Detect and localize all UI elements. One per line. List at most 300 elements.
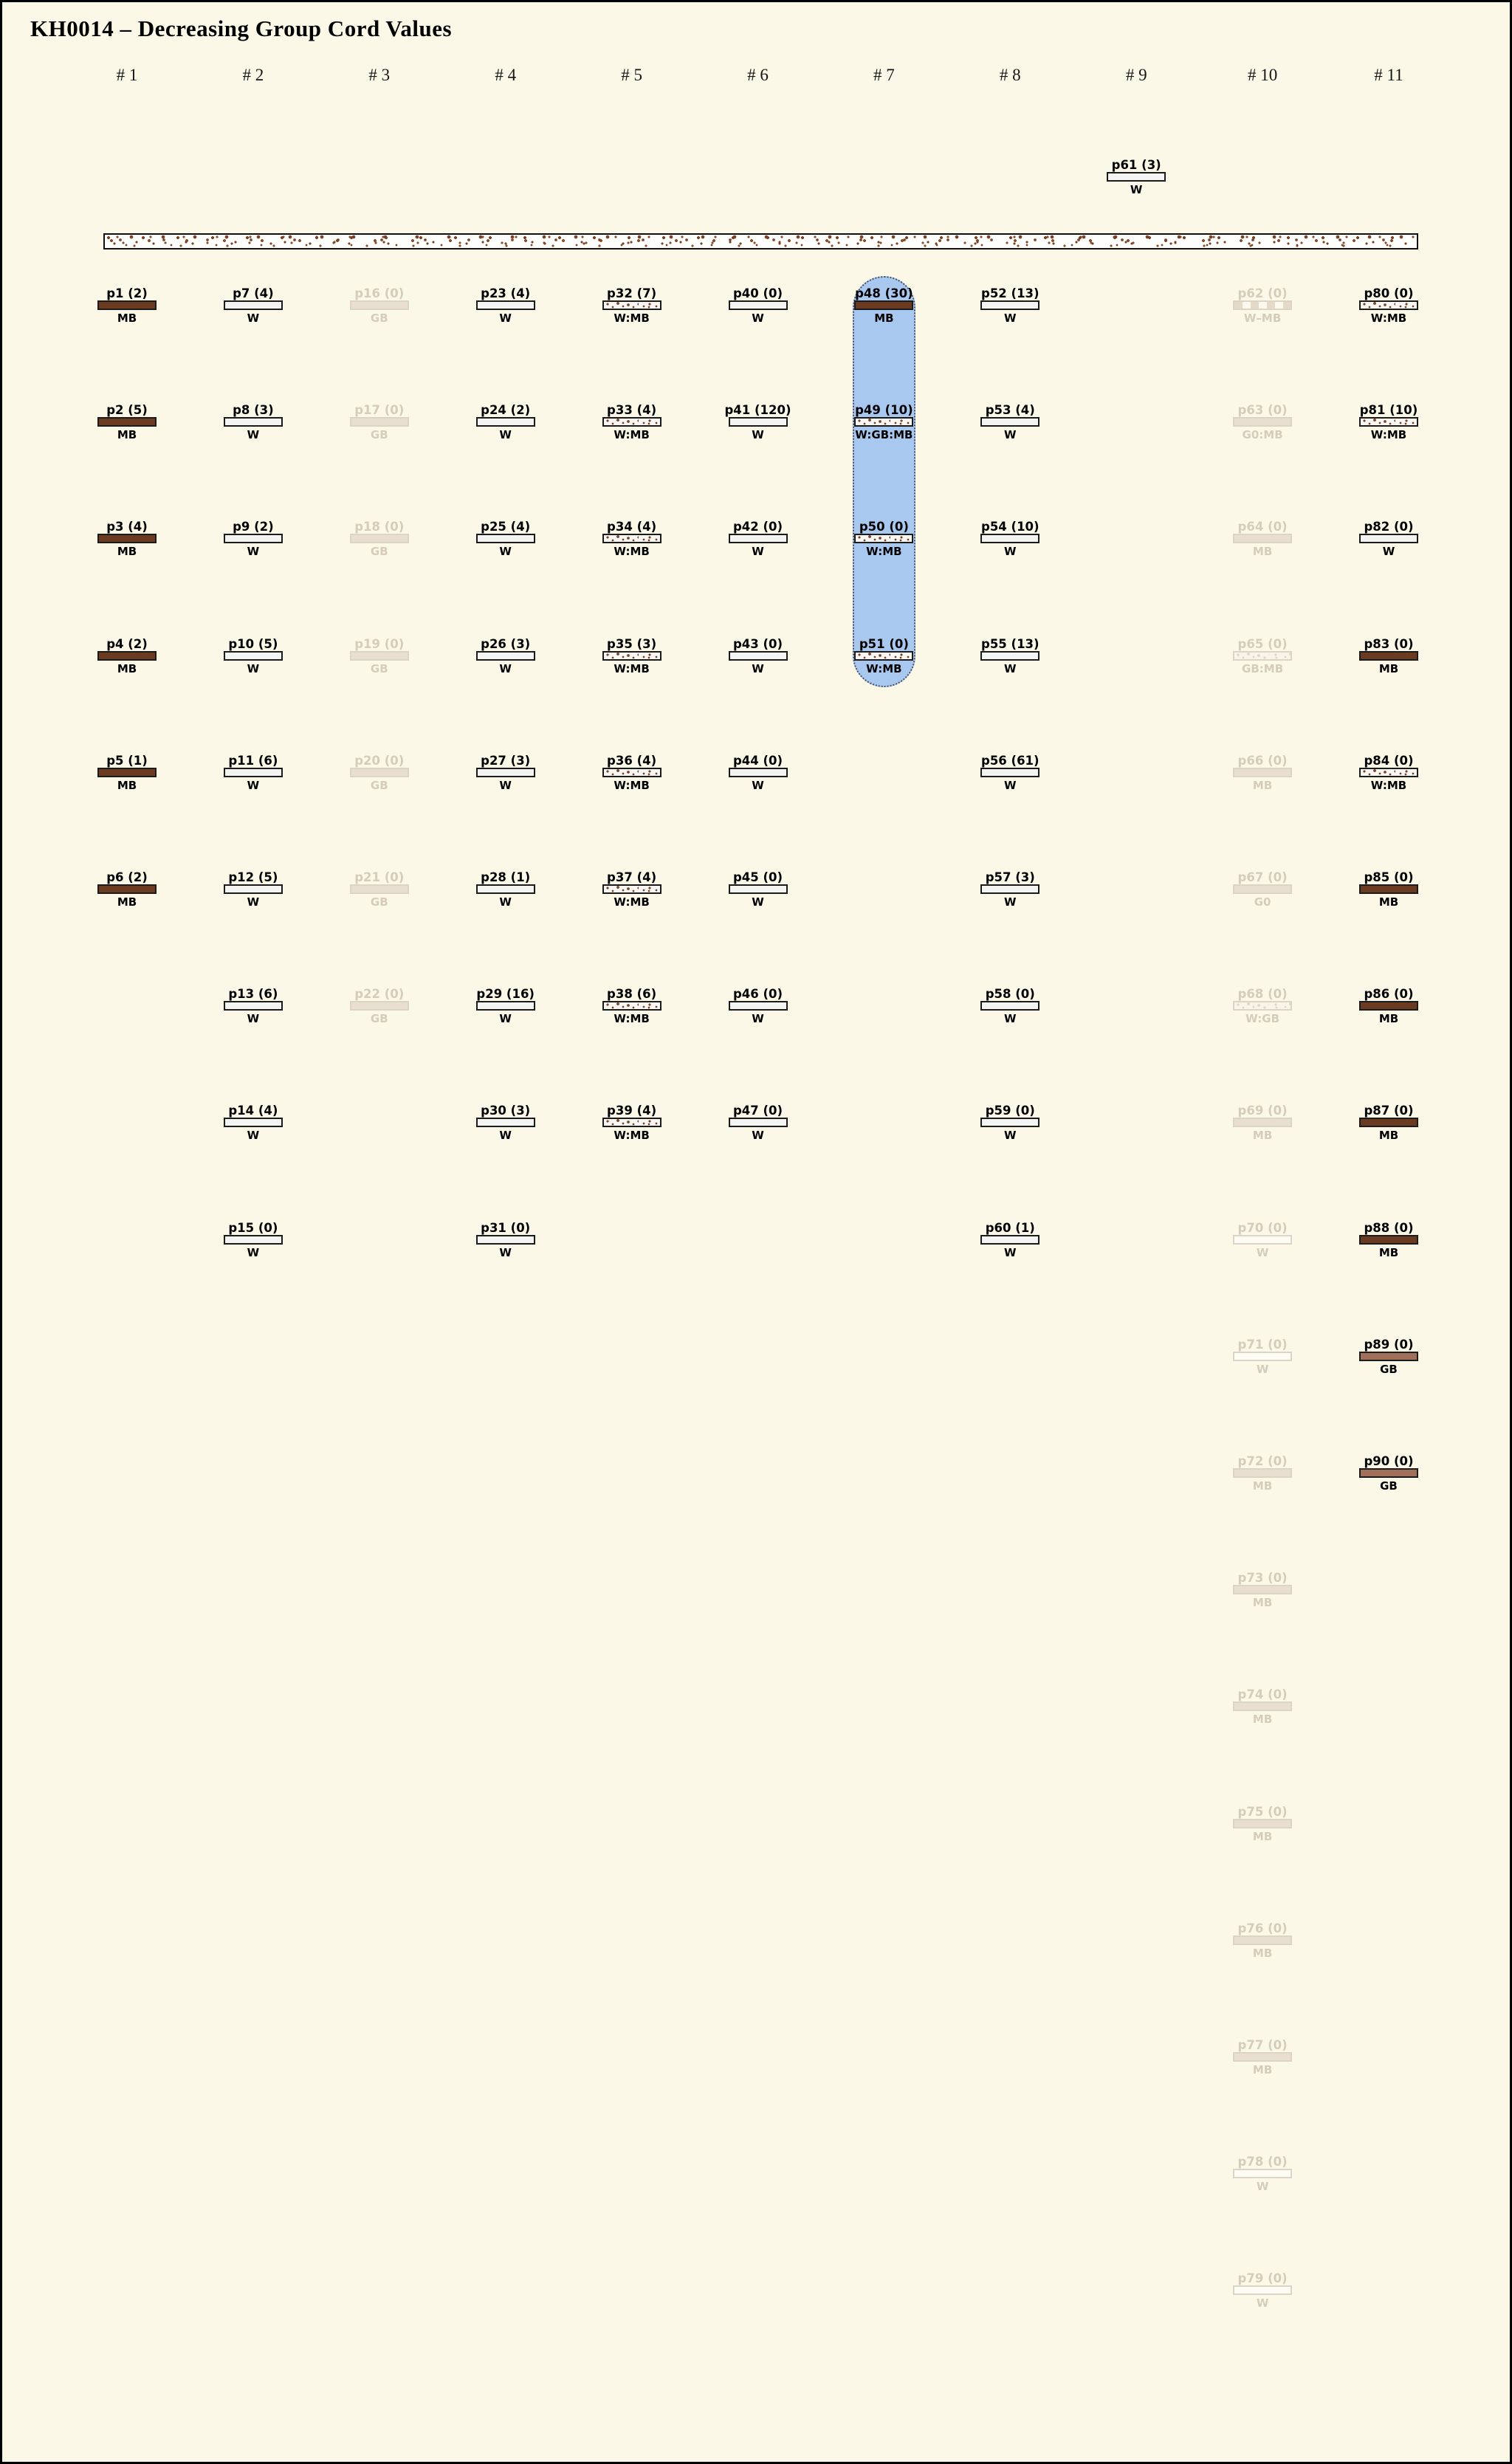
cell-p39[interactable] [580,1104,684,1141]
p89-code: GB [1380,1362,1398,1376]
p67-code: G0 [1254,895,1271,909]
p77-bar[interactable] [1233,2052,1292,2062]
p30-bar[interactable] [476,1118,535,1127]
p18-bar[interactable] [350,534,409,543]
cell-p22[interactable] [328,988,431,1025]
cell-p9[interactable] [202,520,305,557]
p39-label: p39 (4) [607,1104,657,1118]
p20-code: GB [370,778,388,792]
p1-bar[interactable] [97,300,157,310]
p88-label: p88 (0) [1364,1220,1414,1235]
p78-code: W [1256,2180,1269,2194]
p11-code: W [247,778,260,792]
p23-bar[interactable] [476,300,535,310]
p43-label: p43 (0) [732,636,783,651]
cell-p29[interactable] [454,988,557,1025]
cell-p30[interactable] [454,1104,557,1141]
p52-bar[interactable] [980,300,1040,310]
p61-bar[interactable] [1107,172,1166,182]
p19-bar[interactable] [350,651,409,661]
p54-bar[interactable] [980,534,1040,543]
cell-p48[interactable] [832,287,935,324]
p60-bar[interactable] [980,1235,1040,1245]
p82-label: p82 (0) [1364,520,1414,534]
p20-label: p20 (0) [354,753,405,768]
cell-p20[interactable] [328,754,431,791]
cell-p11[interactable] [202,754,305,791]
cell-p43[interactable] [707,638,810,675]
cell-p75[interactable] [1211,1806,1314,1842]
p59-label: p59 (0) [985,1104,1035,1118]
p12-bar[interactable] [224,884,283,894]
cell-p87[interactable] [1337,1104,1440,1141]
cell-p16[interactable] [328,287,431,324]
cell-p40[interactable] [707,287,810,324]
p54-label: p54 (10) [981,520,1040,534]
cell-p80[interactable] [1337,287,1440,324]
cell-p10[interactable] [202,638,305,675]
p85-bar[interactable] [1359,884,1418,894]
p11-label: p11 (6) [228,753,278,768]
p62-bar[interactable] [1233,300,1292,310]
p20-bar[interactable] [350,768,409,777]
p35-code: W:MB [614,661,650,675]
p35-bar[interactable] [602,651,662,661]
p3-code: MB [117,545,137,559]
p86-bar[interactable] [1359,1001,1418,1011]
p6-bar[interactable] [97,884,157,894]
p32-label: p32 (7) [607,286,657,300]
p4-bar[interactable] [97,651,157,661]
p26-bar[interactable] [476,651,535,661]
p64-bar[interactable] [1233,534,1292,543]
cell-p78[interactable] [1211,2155,1314,2192]
p25-bar[interactable] [476,534,535,543]
p63-bar[interactable] [1233,417,1292,427]
p82-code: W [1382,545,1395,559]
p1-code: MB [117,312,137,325]
p74-code: MB [1252,1713,1273,1727]
cell-p68[interactable] [1211,988,1314,1025]
p45-code: W [752,895,764,909]
p15-label: p15 (0) [228,1220,278,1235]
cell-p62[interactable] [1211,287,1314,324]
cell-p42[interactable] [707,520,810,557]
cell-p45[interactable] [707,871,810,908]
cell-p47[interactable] [707,1104,810,1141]
p42-label: p42 (0) [732,520,783,534]
cell-p26[interactable] [454,638,557,675]
p9-bar[interactable] [224,534,283,543]
cell-p65[interactable] [1211,638,1314,675]
p17-bar[interactable] [350,417,409,427]
cell-p77[interactable] [1211,2039,1314,2076]
p66-bar[interactable] [1233,768,1292,777]
p33-bar[interactable] [602,417,662,427]
p27-code: W [499,778,512,792]
cell-p34[interactable] [580,520,684,557]
p5-bar[interactable] [97,768,157,777]
p21-bar[interactable] [350,884,409,894]
cell-p49[interactable] [832,404,935,441]
p29-bar[interactable] [476,1001,535,1011]
cell-p50[interactable] [832,520,935,557]
cell-p84[interactable] [1337,754,1440,791]
cell-p23[interactable] [454,287,557,324]
cell-p7[interactable] [202,287,305,324]
p80-label: p80 (0) [1364,286,1414,300]
p16-label: p16 (0) [354,286,405,300]
p25-label: p25 (4) [481,520,531,534]
p58-label: p58 (0) [985,987,1035,1002]
p88-code: MB [1378,1245,1399,1259]
p69-bar[interactable] [1233,1118,1292,1127]
p85-code: MB [1378,895,1399,909]
p84-code: W:MB [1370,778,1407,792]
p63-code: G0:MB [1242,428,1283,442]
cell-p19[interactable] [328,638,431,675]
cell-p41[interactable] [707,404,810,441]
cell-p60[interactable] [958,1222,1062,1259]
p90-code: GB [1380,1479,1398,1493]
cell-p90[interactable] [1337,1455,1440,1492]
p16-bar[interactable] [350,300,409,310]
column-header-8: # 8 [999,66,1021,84]
p7-label: p7 (4) [233,286,274,300]
p36-bar[interactable] [602,768,662,777]
p45-label: p45 (0) [732,870,783,884]
p73-label: p73 (0) [1237,1571,1288,1586]
cell-p32[interactable] [580,287,684,324]
p15-bar[interactable] [224,1235,283,1245]
p38-code: W:MB [614,1012,650,1026]
p24-bar[interactable] [476,417,535,427]
column-header-1: # 1 [116,66,138,84]
cell-p24[interactable] [454,404,557,441]
p9-code: W [247,545,260,559]
p75-label: p75 (0) [1237,1804,1288,1819]
p42-code: W [752,545,764,559]
p26-code: W [499,661,512,675]
p19-code: GB [370,661,388,675]
p8-bar[interactable] [224,417,283,427]
p57-bar[interactable] [980,884,1040,894]
p87-label: p87 (0) [1364,1104,1414,1118]
p14-code: W [247,1129,260,1143]
p84-label: p84 (0) [1364,753,1414,768]
p29-code: W [499,1012,512,1026]
cell-p73[interactable] [1211,1572,1314,1608]
p17-code: GB [370,428,388,442]
cell-p37[interactable] [580,871,684,908]
p9-label: p9 (2) [233,520,274,534]
p83-bar[interactable] [1359,651,1418,661]
p81-label: p81 (10) [1359,403,1418,418]
p81-code: W:MB [1370,428,1407,442]
p8-code: W [247,428,260,442]
p50-bar[interactable] [854,534,913,543]
p90-bar[interactable] [1359,1468,1418,1478]
p83-code: MB [1378,661,1399,675]
cell-p89[interactable] [1337,1338,1440,1375]
cell-p3[interactable] [75,520,179,557]
cell-p6[interactable] [75,871,179,908]
p58-code: W [1004,1012,1017,1026]
cell-p64[interactable] [1211,520,1314,557]
p41-label: p41 (120) [724,403,791,418]
p78-bar[interactable] [1233,2169,1292,2178]
p11-bar[interactable] [224,768,283,777]
cell-p67[interactable] [1211,871,1314,908]
p59-bar[interactable] [980,1118,1040,1127]
cell-p58[interactable] [958,988,1062,1025]
p16-code: GB [370,312,388,325]
p3-label: p3 (4) [106,520,148,534]
p80-code: W:MB [1370,312,1407,325]
p61-code: W [1130,183,1143,196]
p32-code: W:MB [614,312,650,325]
p49-code: W:GB:MB [855,428,913,442]
p56-bar[interactable] [980,768,1040,777]
cell-p52[interactable] [958,287,1062,324]
cell-p85[interactable] [1337,871,1440,908]
p31-code: W [499,1245,512,1259]
p57-code: W [1004,895,1017,909]
p6-code: MB [117,895,137,909]
p29-label: p29 (16) [476,987,535,1002]
p46-bar[interactable] [729,1001,788,1011]
p89-bar[interactable] [1359,1352,1418,1361]
cell-p1[interactable] [75,287,179,324]
cell-p5[interactable] [75,754,179,791]
p34-code: W:MB [614,545,650,559]
cell-p4[interactable] [75,638,179,675]
p75-bar[interactable] [1233,1819,1292,1828]
p41-bar[interactable] [729,417,788,427]
p70-label: p70 (0) [1237,1220,1288,1235]
p42-bar[interactable] [729,534,788,543]
p10-label: p10 (5) [228,636,278,651]
p78-label: p78 (0) [1237,2155,1288,2169]
cell-p13[interactable] [202,988,305,1025]
p47-bar[interactable] [729,1118,788,1127]
p40-bar[interactable] [729,300,788,310]
cell-p82[interactable] [1337,520,1440,557]
cell-p28[interactable] [454,871,557,908]
cell-p71[interactable] [1211,1338,1314,1375]
p88-bar[interactable] [1359,1235,1418,1245]
p48-bar[interactable] [854,300,913,310]
p2-bar[interactable] [97,417,157,427]
p27-bar[interactable] [476,768,535,777]
cell-p76[interactable] [1211,1922,1314,1959]
p66-label: p66 (0) [1237,753,1288,768]
p53-code: W [1004,428,1017,442]
cell-p36[interactable] [580,754,684,791]
p51-bar[interactable] [854,651,913,661]
p66-code: MB [1252,778,1273,792]
p62-label: p62 (0) [1237,286,1288,300]
p49-bar[interactable] [854,417,913,427]
cell-p70[interactable] [1211,1222,1314,1259]
cell-p18[interactable] [328,520,431,557]
cell-p31[interactable] [454,1222,557,1259]
p59-code: W [1004,1129,1017,1143]
p32-bar[interactable] [602,300,662,310]
p33-label: p33 (4) [607,403,657,418]
cell-p33[interactable] [580,404,684,441]
p76-bar[interactable] [1233,1935,1292,1945]
p47-code: W [752,1129,764,1143]
p84-bar[interactable] [1359,768,1418,777]
cell-p17[interactable] [328,404,431,441]
p37-bar[interactable] [602,884,662,894]
cell-p66[interactable] [1211,754,1314,791]
cell-p55[interactable] [958,638,1062,675]
p65-bar[interactable] [1233,651,1292,661]
cell-p46[interactable] [707,988,810,1025]
p39-bar[interactable] [602,1118,662,1127]
p3-bar[interactable] [97,534,157,543]
p70-code: W [1256,1245,1269,1259]
p38-label: p38 (6) [607,987,657,1002]
cell-p38[interactable] [580,988,684,1025]
p72-label: p72 (0) [1237,1454,1288,1468]
p53-label: p53 (4) [985,403,1035,418]
selection-highlight [853,276,915,687]
p48-code: MB [874,312,894,325]
p22-bar[interactable] [350,1001,409,1011]
cell-p74[interactable] [1211,1688,1314,1725]
p68-bar[interactable] [1233,1001,1292,1011]
p5-label: p5 (1) [106,753,148,768]
p52-code: W [1004,312,1017,325]
p55-bar[interactable] [980,651,1040,661]
p28-bar[interactable] [476,884,535,894]
cell-p54[interactable] [958,520,1062,557]
cell-p81[interactable] [1337,404,1440,441]
p55-code: W [1004,661,1017,675]
p36-code: W:MB [614,778,650,792]
p14-label: p14 (4) [228,1104,278,1118]
p87-bar[interactable] [1359,1118,1418,1127]
cell-p12[interactable] [202,871,305,908]
cell-p63[interactable] [1211,404,1314,441]
p65-label: p65 (0) [1237,636,1288,651]
p41-code: W [752,428,764,442]
p36-label: p36 (4) [607,753,657,768]
p23-code: W [499,312,512,325]
p6-label: p6 (2) [106,870,148,884]
p23-label: p23 (4) [481,286,531,300]
p53-bar[interactable] [980,417,1040,427]
p13-bar[interactable] [224,1001,283,1011]
p71-bar[interactable] [1233,1352,1292,1361]
p72-bar[interactable] [1233,1468,1292,1478]
p7-bar[interactable] [224,300,283,310]
column-header-10: # 10 [1247,66,1278,84]
cell-p88[interactable] [1337,1222,1440,1259]
p67-label: p67 (0) [1237,870,1288,884]
cell-p83[interactable] [1337,638,1440,675]
column-header-6: # 6 [747,66,769,84]
p7-code: W [247,312,260,325]
p34-bar[interactable] [602,534,662,543]
p44-code: W [752,778,764,792]
p74-bar[interactable] [1233,1701,1292,1711]
p70-bar[interactable] [1233,1235,1292,1245]
p12-label: p12 (5) [228,870,278,884]
p43-code: W [752,661,764,675]
p83-label: p83 (0) [1364,636,1414,651]
p58-bar[interactable] [980,1001,1040,1011]
p81-bar[interactable] [1359,417,1418,427]
cell-p57[interactable] [958,871,1062,908]
p79-bar[interactable] [1233,2285,1292,2295]
p85-label: p85 (0) [1364,870,1414,884]
cell-p59[interactable] [958,1104,1062,1141]
cell-p14[interactable] [202,1104,305,1141]
p28-code: W [499,895,512,909]
cell-p15[interactable] [202,1222,305,1259]
p79-label: p79 (0) [1237,2271,1288,2286]
p43-bar[interactable] [729,651,788,661]
cell-p72[interactable] [1211,1455,1314,1492]
p26-label: p26 (3) [481,636,531,651]
cell-p56[interactable] [958,754,1062,791]
p82-bar[interactable] [1359,534,1418,543]
cell-p79[interactable] [1211,2272,1314,2309]
cell-p51[interactable] [832,638,935,675]
cell-p44[interactable] [707,754,810,791]
p57-label: p57 (3) [985,870,1035,884]
p14-bar[interactable] [224,1118,283,1127]
p31-bar[interactable] [476,1235,535,1245]
cell-p69[interactable] [1211,1104,1314,1141]
cell-p25[interactable] [454,520,557,557]
p13-code: W [247,1012,260,1026]
p86-label: p86 (0) [1364,987,1414,1002]
p55-label: p55 (13) [981,636,1040,651]
cell-p2[interactable] [75,404,179,441]
p15-code: W [247,1245,260,1259]
column-header-3: # 3 [368,66,391,84]
cell-p53[interactable] [958,404,1062,441]
cell-p61[interactable] [1085,159,1188,196]
cell-p27[interactable] [454,754,557,791]
p56-label: p56 (61) [981,753,1040,768]
p38-bar[interactable] [602,1001,662,1011]
p76-code: MB [1252,1946,1273,1960]
column-header-2: # 2 [242,66,264,84]
speckled-group-strip[interactable] [103,233,1418,250]
p73-bar[interactable] [1233,1585,1292,1594]
p21-label: p21 (0) [354,870,405,884]
p45-bar[interactable] [729,884,788,894]
cell-p21[interactable] [328,871,431,908]
p80-bar[interactable] [1359,300,1418,310]
p40-label: p40 (0) [732,286,783,300]
p10-bar[interactable] [224,651,283,661]
p44-bar[interactable] [729,768,788,777]
cell-p35[interactable] [580,638,684,675]
cell-p86[interactable] [1337,988,1440,1025]
p67-bar[interactable] [1233,884,1292,894]
cell-p8[interactable] [202,404,305,441]
p79-code: W [1256,2296,1269,2310]
p34-label: p34 (4) [607,520,657,534]
p30-code: W [499,1129,512,1143]
